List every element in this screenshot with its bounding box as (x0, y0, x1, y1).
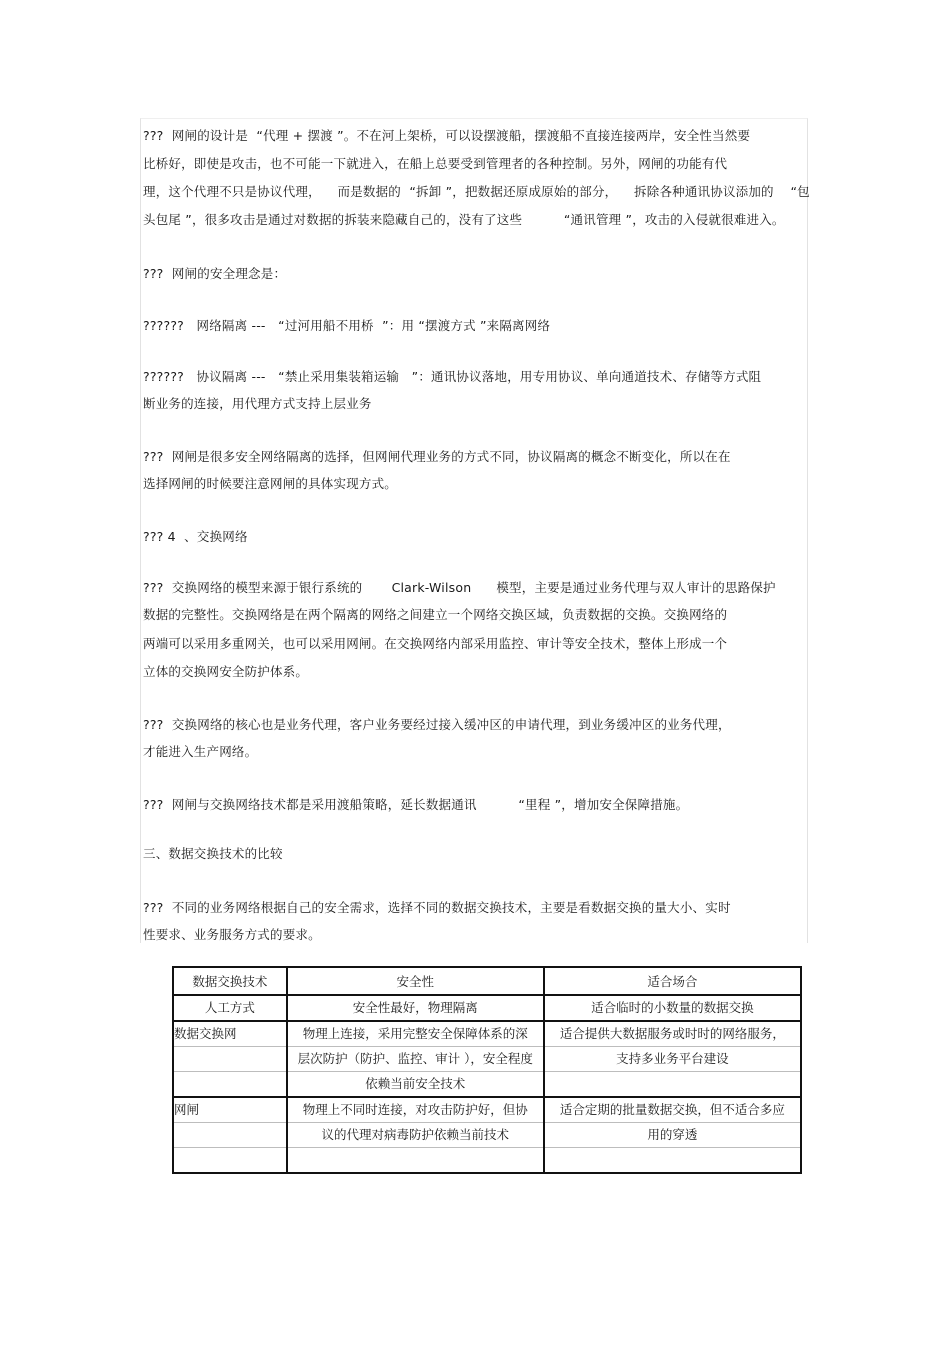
paragraph-7-line-4: 立体的交换网安全防护体系。 (143, 664, 309, 679)
section-heading-4: ??? 4 、交换网络 (143, 529, 248, 544)
paragraph-7-line-3: 两端可以采用多重网关，也可以采用网闸。在交换网络内部采用监控、审计等安全技术，整体上形成一个 (143, 636, 728, 651)
table-row (173, 995, 801, 1021)
paragraph-11-line-1: ??? 不同的业务网络根据自己的安全需求，选择不同的数据交换技术，主要是看数据交换的量大小、实时 (143, 900, 731, 915)
paragraph-5-line-2: 选择网闸的时候要注意网闸的具体实现方式。 (143, 476, 398, 491)
paragraph-9-line-1: ??? 网闸与交换网络技术都是采用渡船策略，延长数据通讯 “里程 ”，增加安全保障措施。 (143, 797, 689, 812)
paragraph-4-line-1: ?????? 协议隔离 --- “禁止采用集装箱运输 ”：通讯协议落地，用专用协议、单向通道技术、存储等方式阻 (143, 369, 762, 384)
table-cell-tech: 数据交换网 (173, 1021, 287, 1097)
table-cell-tech: 网闸 (173, 1097, 287, 1173)
table-cell-scenario: 适合定期的批量数据交换，但不适合多应 用的穿透 (544, 1097, 801, 1173)
paragraph-7-line-2: 数据的完整性。交换网络是在两个隔离的网络之间建立一个网络交换区域，负责数据的交换。交换网络的 (143, 607, 728, 622)
table-header-row (173, 967, 801, 995)
paragraph-1-line-1: ??? 网闸的设计是 “代理 + 摆渡 ”。不在河上架桥，可以设摆渡船，摆渡船不直接连接两岸，安全性当然要 (143, 128, 751, 143)
paragraph-8-line-2: 才能进入生产网络。 (143, 744, 258, 759)
table-header-scenario: 适合场合 (544, 967, 801, 995)
comparison-table (172, 966, 802, 1174)
table-header-security: 安全性 (287, 967, 544, 995)
paragraph-1-line-3: 理，这个代理不只是协议代理， 而是数据的 “拆卸 ”，把数据还原成原始的部分， 拆除各种通讯协议添加的 “包 (143, 184, 810, 199)
table-cell-scenario: 适合临时的小数量的数据交换 (544, 995, 801, 1021)
table-cell-tech: 人工方式 (173, 995, 287, 1021)
paragraph-3-line-1: ?????? 网络隔离 --- “过河用船不用桥 ”：用 “摆渡方式 ”来隔离网络 (143, 318, 551, 333)
paragraph-4-line-2: 断业务的连接，用代理方式支持上层业务 (143, 396, 372, 411)
section-heading-3: 三、数据交换技术的比较 (143, 846, 283, 861)
table-cell-security: 物理上连接，采用完整安全保障体系的深 层次防护（防护、监控、审计 ），安全程度 依赖当前安全技术 (287, 1021, 544, 1097)
paragraph-11-line-2: 性要求、业务服务方式的要求。 (143, 927, 321, 942)
table-cell-scenario: 适合提供大数据服务或时时的网络服务， 支持多业务平台建设 (544, 1021, 801, 1097)
table-row (173, 1021, 801, 1097)
paragraph-8-line-1: ??? 交换网络的核心也是业务代理，客户业务要经过接入缓冲区的申请代理，到业务缓冲区的业务代理， (143, 717, 731, 732)
paragraph-1-line-2: 比桥好，即使是攻击，也不可能一下就进入，在船上总要受到管理者的各种控制。另外，网闸的功能有代 (143, 156, 728, 171)
table-row (173, 1097, 801, 1173)
paragraph-7-line-1: ??? 交换网络的模型来源于银行系统的 Clark-Wilson 模型，主要是通过业务代理与双人审计的思路保护 (143, 580, 776, 595)
table-cell-security: 物理上不同时连接，对攻击防护好，但协 议的代理对病毒防护依赖当前技术 (287, 1097, 544, 1173)
paragraph-5-line-1: ??? 网闸是很多安全网络隔离的选择，但网闸代理业务的方式不同，协议隔离的概念不断变化，所以在在 (143, 449, 731, 464)
table-header-tech: 数据交换技术 (173, 967, 287, 995)
paragraph-1-line-4: 头包尾 ”，很多攻击是通过对数据的拆装来隐藏自己的，没有了这些 “通讯管理 ”，攻击的入侵就很难进入。 (143, 212, 785, 227)
paragraph-2-line-1: ??? 网闸的安全理念是： (143, 266, 287, 281)
table-cell-security: 安全性最好，物理隔离 (287, 995, 544, 1021)
